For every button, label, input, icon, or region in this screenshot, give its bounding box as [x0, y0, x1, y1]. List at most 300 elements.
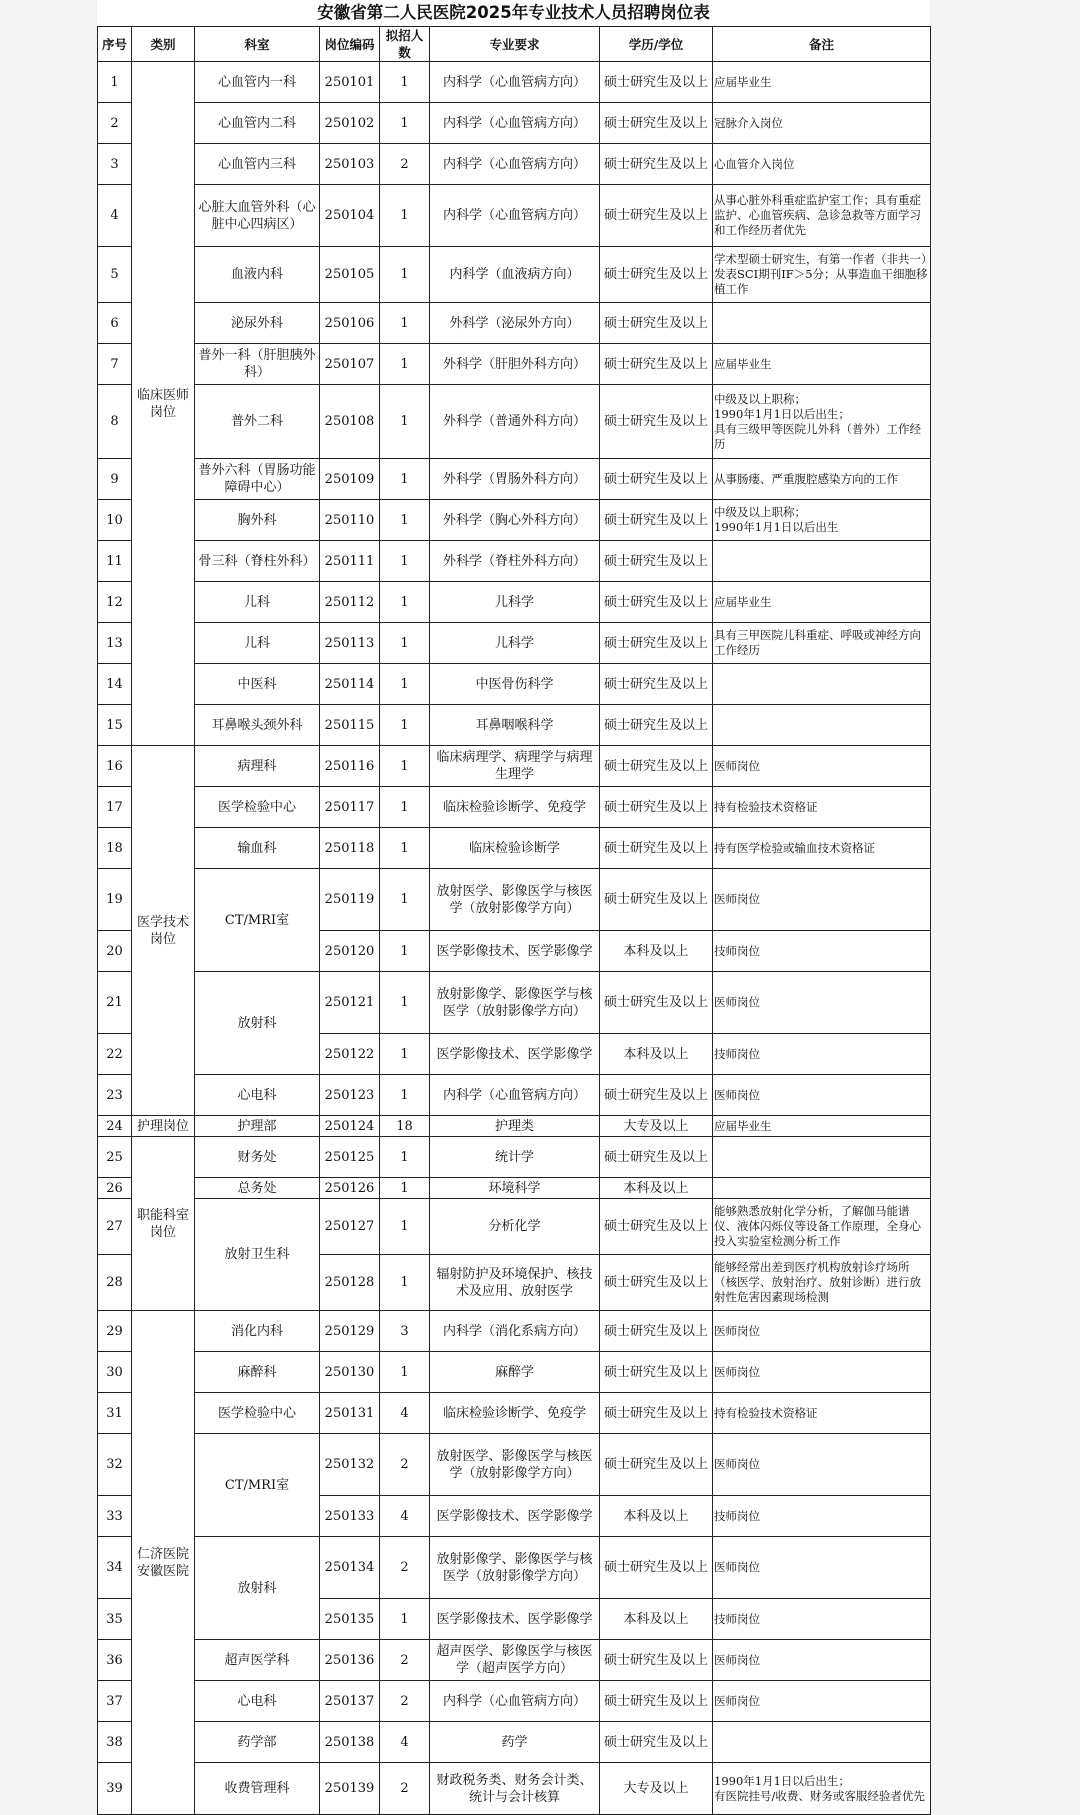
table-row: [98, 62, 931, 103]
position-code: 250126: [320, 1178, 380, 1199]
major-requirement: 内科学（血液病方向）: [430, 247, 600, 303]
remarks-cell: 医师岗位: [713, 1352, 931, 1393]
table-row: [98, 185, 931, 247]
category-cell: 护理岗位: [132, 1116, 195, 1137]
row-number: 22: [98, 1034, 132, 1075]
remarks-cell: 应届毕业生: [713, 1116, 931, 1137]
page-title: 安徽省第二人民医院2025年专业技术人员招聘岗位表: [317, 3, 710, 22]
row-number: 37: [98, 1681, 132, 1722]
hire-count: 3: [380, 1311, 430, 1352]
degree-requirement: 硕士研究生及以上: [600, 664, 713, 705]
degree-requirement: 硕士研究生及以上: [600, 623, 713, 664]
department-cell: CT/MRI室: [195, 1434, 320, 1537]
department-cell: 收费管理科: [195, 1763, 320, 1815]
table-row: [98, 500, 931, 541]
major-requirement: 内科学（心血管病方向）: [430, 62, 600, 103]
department-cell: 病理科: [195, 746, 320, 787]
row-number: 39: [98, 1763, 132, 1815]
degree-requirement: 硕士研究生及以上: [600, 1311, 713, 1352]
degree-requirement: 硕士研究生及以上: [600, 1199, 713, 1255]
remarks-cell: [713, 1137, 931, 1178]
position-code: 250107: [320, 344, 380, 385]
major-requirement: 内科学（心血管病方向）: [430, 1075, 600, 1116]
degree-requirement: 本科及以上: [600, 1599, 713, 1640]
remarks-cell: 医师岗位: [713, 1434, 931, 1496]
hire-count: 1: [380, 344, 430, 385]
degree-requirement: 硕士研究生及以上: [600, 1137, 713, 1178]
header-major: 专业要求: [430, 27, 600, 62]
hire-count: 2: [380, 1681, 430, 1722]
degree-requirement: 本科及以上: [600, 1496, 713, 1537]
table-row: [98, 869, 931, 931]
position-code: 250103: [320, 144, 380, 185]
department-cell: 心电科: [195, 1681, 320, 1722]
remarks-cell: 医师岗位: [713, 869, 931, 931]
department-cell: 血液内科: [195, 247, 320, 303]
department-cell: 医学检验中心: [195, 787, 320, 828]
hire-count: 1: [380, 1255, 430, 1311]
hire-count: 1: [380, 972, 430, 1034]
major-requirement: 外科学（普通外科方向）: [430, 385, 600, 459]
table-row: [98, 828, 931, 869]
department-cell: 财务处: [195, 1137, 320, 1178]
degree-requirement: 硕士研究生及以上: [600, 705, 713, 746]
position-code: 250129: [320, 1311, 380, 1352]
row-number: 10: [98, 500, 132, 541]
major-requirement: 内科学（心血管病方向）: [430, 1681, 600, 1722]
hire-count: 1: [380, 705, 430, 746]
remarks-cell: 医师岗位: [713, 1681, 931, 1722]
position-code: 250108: [320, 385, 380, 459]
department-cell: 心血管内一科: [195, 62, 320, 103]
degree-requirement: 本科及以上: [600, 1034, 713, 1075]
department-cell: 心电科: [195, 1075, 320, 1116]
major-requirement: 医学影像技术、医学影像学: [430, 931, 600, 972]
position-code: 250131: [320, 1393, 380, 1434]
table-row: [98, 623, 931, 664]
row-number: 32: [98, 1434, 132, 1496]
degree-requirement: 本科及以上: [600, 931, 713, 972]
remarks-cell: 医师岗位: [713, 1311, 931, 1352]
major-requirement: 放射影像学、影像医学与核医学（放射影像学方向）: [430, 1537, 600, 1599]
major-requirement: 儿科学: [430, 623, 600, 664]
department-cell: 放射卫生科: [195, 1199, 320, 1311]
degree-requirement: 硕士研究生及以上: [600, 1352, 713, 1393]
department-cell: 麻醉科: [195, 1352, 320, 1393]
row-number: 14: [98, 664, 132, 705]
degree-requirement: 硕士研究生及以上: [600, 62, 713, 103]
row-number: 33: [98, 1496, 132, 1537]
position-code: 250121: [320, 972, 380, 1034]
header-no: 序号: [98, 27, 132, 62]
degree-requirement: 硕士研究生及以上: [600, 1393, 713, 1434]
hire-count: 1: [380, 185, 430, 247]
position-code: 250112: [320, 582, 380, 623]
major-requirement: 环境科学: [430, 1178, 600, 1199]
hire-count: 2: [380, 1640, 430, 1681]
major-requirement: 放射医学、影像医学与核医学（放射影像学方向）: [430, 869, 600, 931]
department-cell: 输血科: [195, 828, 320, 869]
table-row: [98, 1116, 931, 1137]
hire-count: 1: [380, 62, 430, 103]
department-cell: 儿科: [195, 582, 320, 623]
department-cell: 医学检验中心: [195, 1393, 320, 1434]
degree-requirement: 硕士研究生及以上: [600, 385, 713, 459]
department-cell: 普外一科（肝胆胰外科）: [195, 344, 320, 385]
row-number: 31: [98, 1393, 132, 1434]
major-requirement: 内科学（心血管病方向）: [430, 103, 600, 144]
major-requirement: 外科学（胸心外科方向）: [430, 500, 600, 541]
remarks-cell: 具有三甲医院儿科重症、呼吸或神经方向工作经历: [713, 623, 931, 664]
hire-count: 1: [380, 931, 430, 972]
row-number: 15: [98, 705, 132, 746]
position-code: 250137: [320, 1681, 380, 1722]
table-row: [98, 1537, 931, 1599]
remarks-cell: 技师岗位: [713, 931, 931, 972]
major-requirement: 药学: [430, 1722, 600, 1763]
department-cell: 药学部: [195, 1722, 320, 1763]
remarks-cell: 技师岗位: [713, 1496, 931, 1537]
table-row: [98, 1199, 931, 1255]
department-cell: 泌尿外科: [195, 303, 320, 344]
major-requirement: 财政税务类、财务会计类、统计与会计核算: [430, 1763, 600, 1815]
position-code: 250104: [320, 185, 380, 247]
table-row: [98, 247, 931, 303]
major-requirement: 麻醉学: [430, 1352, 600, 1393]
row-number: 16: [98, 746, 132, 787]
position-code: 250128: [320, 1255, 380, 1311]
major-requirement: 护理类: [430, 1116, 600, 1137]
position-code: 250124: [320, 1116, 380, 1137]
hire-count: 1: [380, 1352, 430, 1393]
department-cell: 消化内科: [195, 1311, 320, 1352]
position-code: 250136: [320, 1640, 380, 1681]
hire-count: 1: [380, 746, 430, 787]
hire-count: 1: [380, 1599, 430, 1640]
hire-count: 2: [380, 144, 430, 185]
major-requirement: 医学影像技术、医学影像学: [430, 1034, 600, 1075]
row-number: 11: [98, 541, 132, 582]
table-row: [98, 1681, 931, 1722]
degree-requirement: 大专及以上: [600, 1116, 713, 1137]
hire-count: 4: [380, 1722, 430, 1763]
table-row: [98, 1178, 931, 1199]
department-cell: CT/MRI室: [195, 869, 320, 972]
hire-count: 2: [380, 1434, 430, 1496]
position-code: 250135: [320, 1599, 380, 1640]
row-number: 7: [98, 344, 132, 385]
hire-count: 18: [380, 1116, 430, 1137]
degree-requirement: 硕士研究生及以上: [600, 1537, 713, 1599]
remarks-cell: 中级及以上职称； 1990年1月1日以后出生； 具有三级甲等医院儿外科（普外）工作经历: [713, 385, 931, 459]
remarks-cell: 技师岗位: [713, 1034, 931, 1075]
remarks-cell: [713, 1722, 931, 1763]
degree-requirement: 硕士研究生及以上: [600, 869, 713, 931]
department-cell: 放射科: [195, 972, 320, 1075]
hire-count: 1: [380, 1137, 430, 1178]
major-requirement: 医学影像技术、医学影像学: [430, 1496, 600, 1537]
department-cell: 儿科: [195, 623, 320, 664]
position-code: 250123: [320, 1075, 380, 1116]
recruitment-table: [97, 26, 931, 1815]
table-row: [98, 1722, 931, 1763]
hire-count: 1: [380, 623, 430, 664]
major-requirement: 内科学（消化系病方向）: [430, 1311, 600, 1352]
position-code: 250106: [320, 303, 380, 344]
department-cell: 中医科: [195, 664, 320, 705]
hire-count: 1: [380, 1199, 430, 1255]
remarks-cell: 持有医学检验或输血技术资格证: [713, 828, 931, 869]
row-number: 23: [98, 1075, 132, 1116]
major-requirement: 临床检验诊断学、免疫学: [430, 1393, 600, 1434]
degree-requirement: 大专及以上: [600, 1763, 713, 1815]
degree-requirement: 硕士研究生及以上: [600, 787, 713, 828]
degree-requirement: 硕士研究生及以上: [600, 1722, 713, 1763]
major-requirement: 分析化学: [430, 1199, 600, 1255]
table-row: [98, 664, 931, 705]
degree-requirement: 硕士研究生及以上: [600, 344, 713, 385]
header-note: 备注: [713, 27, 931, 62]
remarks-cell: [713, 1178, 931, 1199]
row-number: 2: [98, 103, 132, 144]
table-row: [98, 787, 931, 828]
header-degree: 学历/学位: [600, 27, 713, 62]
position-code: 250114: [320, 664, 380, 705]
row-number: 12: [98, 582, 132, 623]
hire-count: 1: [380, 1034, 430, 1075]
table-row: [98, 103, 931, 144]
remarks-cell: 从事心脏外科重症监护室工作；具有重症监护、心血管疾病、急诊急救等方面学习和工作经历者优先: [713, 185, 931, 247]
department-cell: 耳鼻喉头颈外科: [195, 705, 320, 746]
department-cell: 普外二科: [195, 385, 320, 459]
hire-count: 1: [380, 459, 430, 500]
table-body: [98, 62, 931, 1815]
header-count: 拟招人数: [380, 27, 430, 62]
position-code: 250139: [320, 1763, 380, 1815]
major-requirement: 医学影像技术、医学影像学: [430, 1599, 600, 1640]
row-number: 13: [98, 623, 132, 664]
table-row: [98, 459, 931, 500]
major-requirement: 放射影像学、影像医学与核医学（放射影像学方向）: [430, 972, 600, 1034]
table-row: [98, 1434, 931, 1496]
degree-requirement: 硕士研究生及以上: [600, 459, 713, 500]
hire-count: 1: [380, 303, 430, 344]
degree-requirement: 硕士研究生及以上: [600, 1075, 713, 1116]
remarks-cell: 医师岗位: [713, 746, 931, 787]
major-requirement: 儿科学: [430, 582, 600, 623]
remarks-cell: 能够熟悉放射化学分析，了解伽马能谱仪、液体闪烁仪等设备工作原理，全身心投入实验室检测分析工作: [713, 1199, 931, 1255]
hire-count: 4: [380, 1393, 430, 1434]
degree-requirement: 硕士研究生及以上: [600, 103, 713, 144]
degree-requirement: 硕士研究生及以上: [600, 1434, 713, 1496]
row-number: 20: [98, 931, 132, 972]
hire-count: 1: [380, 1075, 430, 1116]
degree-requirement: 硕士研究生及以上: [600, 144, 713, 185]
row-number: 17: [98, 787, 132, 828]
major-requirement: 外科学（脊柱外科方向）: [430, 541, 600, 582]
position-code: 250116: [320, 746, 380, 787]
department-cell: 普外六科（胃肠功能障碍中心）: [195, 459, 320, 500]
remarks-cell: 应届毕业生: [713, 62, 931, 103]
hire-count: 1: [380, 103, 430, 144]
hire-count: 1: [380, 500, 430, 541]
major-requirement: 内科学（心血管病方向）: [430, 144, 600, 185]
row-number: 35: [98, 1599, 132, 1640]
position-code: 250132: [320, 1434, 380, 1496]
remarks-cell: 技师岗位: [713, 1599, 931, 1640]
position-code: 250130: [320, 1352, 380, 1393]
table-row: [98, 1137, 931, 1178]
major-requirement: 外科学（泌尿外方向）: [430, 303, 600, 344]
position-code: 250118: [320, 828, 380, 869]
hire-count: 1: [380, 664, 430, 705]
position-code: 250113: [320, 623, 380, 664]
table-row: [98, 1393, 931, 1434]
remarks-cell: 医师岗位: [713, 1537, 931, 1599]
position-code: 250105: [320, 247, 380, 303]
degree-requirement: 硕士研究生及以上: [600, 1255, 713, 1311]
row-number: 6: [98, 303, 132, 344]
row-number: 9: [98, 459, 132, 500]
position-code: 250109: [320, 459, 380, 500]
major-requirement: 临床病理学、病理学与病理生理学: [430, 746, 600, 787]
row-number: 24: [98, 1116, 132, 1137]
table-row: [98, 582, 931, 623]
row-number: 28: [98, 1255, 132, 1311]
row-number: 30: [98, 1352, 132, 1393]
hire-count: 1: [380, 582, 430, 623]
major-requirement: 超声医学、影像医学与核医学（超声医学方向）: [430, 1640, 600, 1681]
position-code: 250119: [320, 869, 380, 931]
remarks-cell: 中级及以上职称； 1990年1月1日以后出生: [713, 500, 931, 541]
department-cell: 骨三科（脊柱外科）: [195, 541, 320, 582]
category-cell: 医学技术 岗位: [132, 746, 195, 1116]
position-code: 250117: [320, 787, 380, 828]
major-requirement: 中医骨伤科学: [430, 664, 600, 705]
document-page: [97, 0, 930, 1813]
table-row: [98, 1763, 931, 1815]
position-code: 250127: [320, 1199, 380, 1255]
row-number: 36: [98, 1640, 132, 1681]
remarks-cell: 应届毕业生: [713, 582, 931, 623]
department-cell: 心血管内三科: [195, 144, 320, 185]
table-row: [98, 1352, 931, 1393]
row-number: 27: [98, 1199, 132, 1255]
remarks-cell: [713, 705, 931, 746]
category-cell: 职能科室 岗位: [132, 1137, 195, 1311]
row-number: 29: [98, 1311, 132, 1352]
hire-count: 1: [380, 385, 430, 459]
position-code: 250111: [320, 541, 380, 582]
major-requirement: 辐射防护及环境保护、核技术及应用、放射医学: [430, 1255, 600, 1311]
remarks-cell: 医师岗位: [713, 1640, 931, 1681]
table-row: [98, 385, 931, 459]
row-number: 21: [98, 972, 132, 1034]
table-row: [98, 1075, 931, 1116]
remarks-cell: 学术型硕士研究生，有第一作者（非共一）发表SCI期刊IF＞5分；从事造血干细胞移植工作: [713, 247, 931, 303]
hire-count: 4: [380, 1496, 430, 1537]
hire-count: 1: [380, 1178, 430, 1199]
degree-requirement: 硕士研究生及以上: [600, 1640, 713, 1681]
department-cell: 胸外科: [195, 500, 320, 541]
degree-requirement: 硕士研究生及以上: [600, 828, 713, 869]
department-cell: 心脏大血管外科（心脏中心四病区）: [195, 185, 320, 247]
row-number: 19: [98, 869, 132, 931]
position-code: 250133: [320, 1496, 380, 1537]
degree-requirement: 硕士研究生及以上: [600, 746, 713, 787]
position-code: 250125: [320, 1137, 380, 1178]
header-code: 岗位编码: [320, 27, 380, 62]
table-row: [98, 746, 931, 787]
row-number: 4: [98, 185, 132, 247]
hire-count: 2: [380, 1763, 430, 1815]
degree-requirement: 硕士研究生及以上: [600, 500, 713, 541]
category-cell: 仁济医院 安徽医院: [132, 1311, 195, 1815]
row-number: 38: [98, 1722, 132, 1763]
department-cell: 心血管内二科: [195, 103, 320, 144]
position-code: 250102: [320, 103, 380, 144]
row-number: 3: [98, 144, 132, 185]
position-code: 250120: [320, 931, 380, 972]
remarks-cell: [713, 664, 931, 705]
hire-count: 1: [380, 247, 430, 303]
degree-requirement: 硕士研究生及以上: [600, 582, 713, 623]
remarks-cell: 医师岗位: [713, 972, 931, 1034]
remarks-cell: 1990年1月1日以后出生； 有医院挂号/收费、财务或客服经验者优先: [713, 1763, 931, 1815]
major-requirement: 临床检验诊断学: [430, 828, 600, 869]
table-row: [98, 144, 931, 185]
table-row: [98, 1311, 931, 1352]
degree-requirement: 硕士研究生及以上: [600, 1681, 713, 1722]
degree-requirement: 硕士研究生及以上: [600, 185, 713, 247]
remarks-cell: 医师岗位: [713, 1075, 931, 1116]
table-row: [98, 344, 931, 385]
major-requirement: 外科学（胃肠外科方向）: [430, 459, 600, 500]
table-row: [98, 1640, 931, 1681]
remarks-cell: 从事肠瘘、严重腹腔感染方向的工作: [713, 459, 931, 500]
remarks-cell: 能够经常出差到医疗机构放射诊疗场所（核医学、放射治疗、放射诊断）进行放射性危害因素现场检测: [713, 1255, 931, 1311]
table-row: [98, 303, 931, 344]
position-code: 250138: [320, 1722, 380, 1763]
remarks-cell: 心血管介入岗位: [713, 144, 931, 185]
table-row: [98, 541, 931, 582]
row-number: 5: [98, 247, 132, 303]
hire-count: 1: [380, 869, 430, 931]
row-number: 34: [98, 1537, 132, 1599]
major-requirement: 外科学（肝胆外科方向）: [430, 344, 600, 385]
remarks-cell: 冠脉介入岗位: [713, 103, 931, 144]
degree-requirement: 硕士研究生及以上: [600, 247, 713, 303]
position-code: 250110: [320, 500, 380, 541]
major-requirement: 临床检验诊断学、免疫学: [430, 787, 600, 828]
major-requirement: 放射医学、影像医学与核医学（放射影像学方向）: [430, 1434, 600, 1496]
degree-requirement: 硕士研究生及以上: [600, 541, 713, 582]
remarks-cell: [713, 303, 931, 344]
department-cell: 护理部: [195, 1116, 320, 1137]
header-category: 类别: [132, 27, 195, 62]
row-number: 1: [98, 62, 132, 103]
remarks-cell: 应届毕业生: [713, 344, 931, 385]
major-requirement: 耳鼻咽喉科学: [430, 705, 600, 746]
position-code: 250122: [320, 1034, 380, 1075]
remarks-cell: 持有检验技术资格证: [713, 1393, 931, 1434]
header-department: 科室: [195, 27, 320, 62]
major-requirement: 内科学（心血管病方向）: [430, 185, 600, 247]
row-number: 8: [98, 385, 132, 459]
degree-requirement: 硕士研究生及以上: [600, 972, 713, 1034]
major-requirement: 统计学: [430, 1137, 600, 1178]
degree-requirement: 本科及以上: [600, 1178, 713, 1199]
